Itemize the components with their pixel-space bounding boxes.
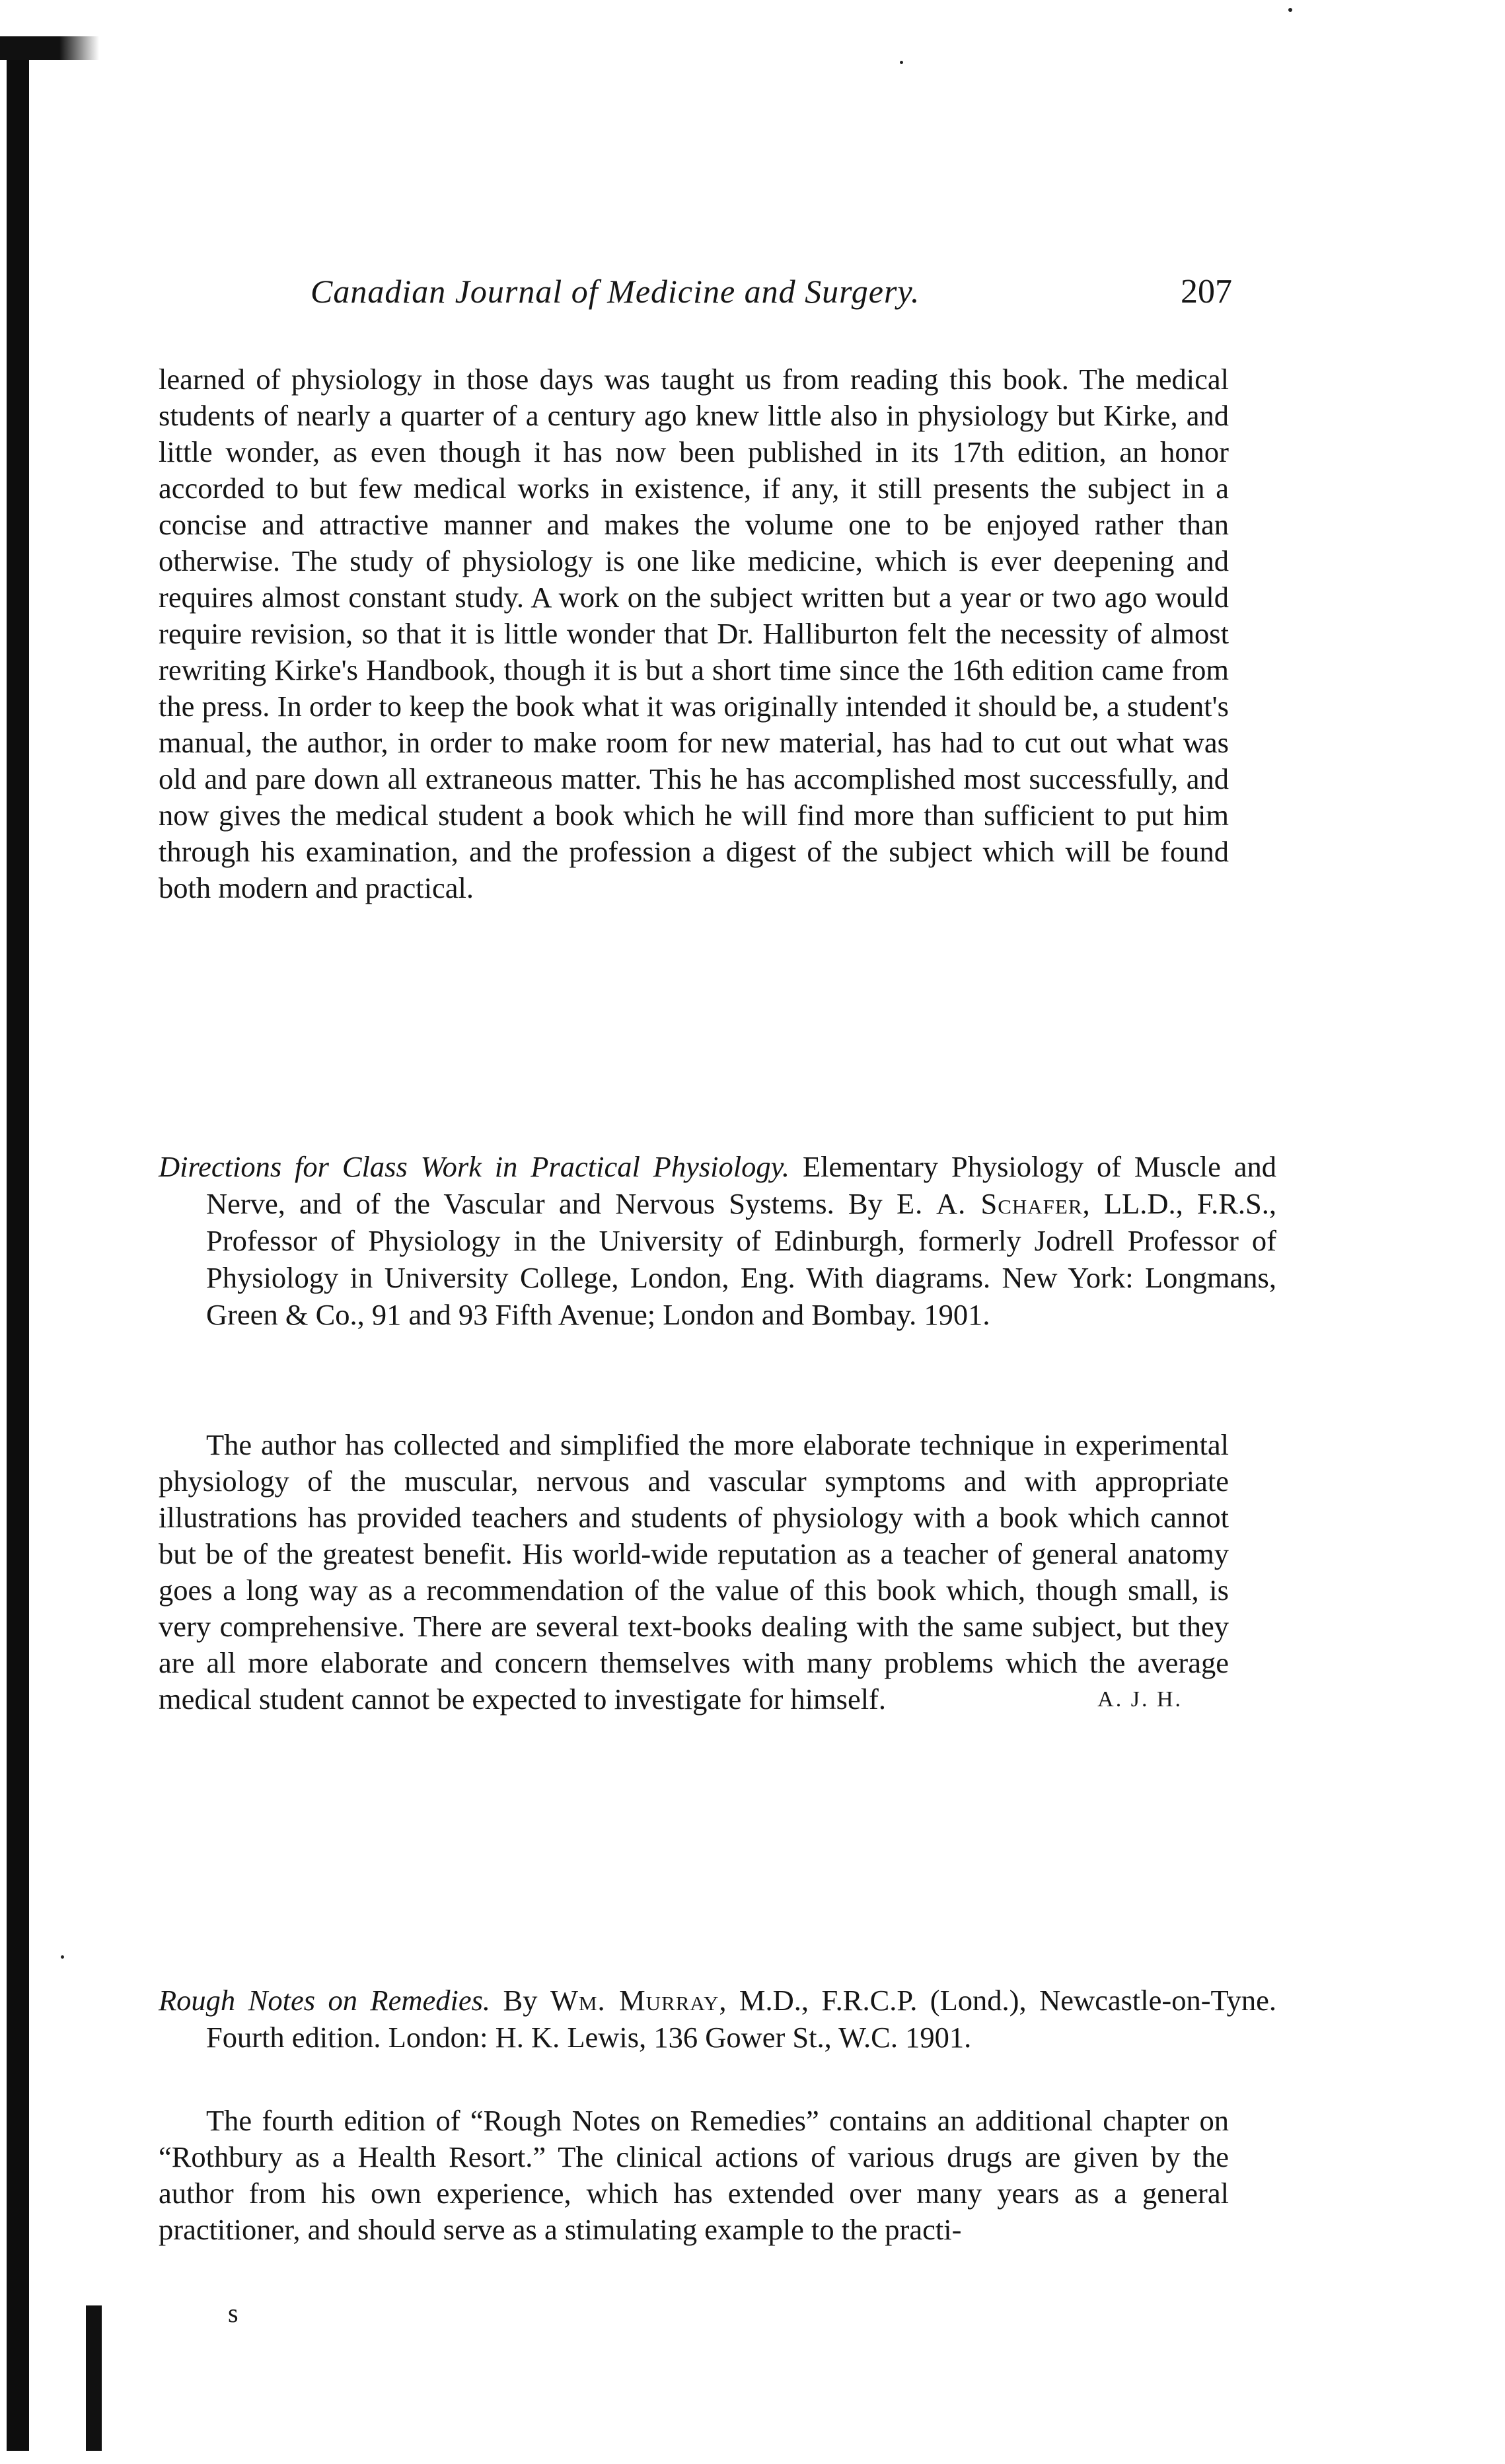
review-heading [159, 1148, 1276, 1333]
running-head [311, 272, 1232, 318]
book-details: By [503, 1984, 538, 2017]
book-details: Elementary Physiology of Muscle and Nerve, and of the Vascular and Nervous Systems. By [206, 1150, 1277, 1220]
scan-speck [1288, 8, 1292, 12]
review-paragraph [159, 1427, 1229, 1718]
book-title: Directions for Class Work in Practical Physiology. [159, 1150, 790, 1183]
scan-speck [61, 1955, 64, 1959]
review-paragraph: The fourth edition of “Rough Notes on Remedies” contains an additional chapter on “Rothbury as a Health Resort.” The clinical actions of various drugs are given by the author from his own experience, which has extended over many years as a general practitioner, and should serve as a stimulating example to the practi- [159, 2104, 1229, 2246]
binding-edge-top [0, 36, 99, 60]
page-number: 207 [1181, 273, 1232, 310]
body-paragraph: learned of physiology in those days was taught us from reading this book. The medical students of nearly a quarter of a century ago knew little also in physiology but Kirke, and little wonder, as even though it has now been published in its 17th edition, an honor accorded to but few medical works in existence, if any, it still presents the subject in a concise and attractive manner and makes the volume one to be enjoyed rather than otherwise. The study of physiology is one like medicine, which is ever deepening and requires almost constant study. A work on the subject written but a year or two ago would require revision, so that it is little wonder that Dr. Halliburton felt the necessity of almost rewriting Kirke's Handbook, though it is but a short time since the 16th edition came from the press. In order to keep the book what it was originally intended it should be, a student's manual, the author, in order to make room for new material, has had to cut out what was old and pare down all extraneous matter. This he has accomplished most successfully, and now gives the medical student a book which he will find more than sufficient to put him through his examination, and the profession a digest of the subject which will be found both modern and practical. [159, 363, 1229, 904]
review-heading [159, 1982, 1276, 2056]
book-title: Rough Notes on Remedies. [159, 1984, 491, 2017]
binding-edge [7, 46, 29, 2451]
scan-speck [900, 61, 903, 64]
signature-mark: s [228, 2298, 239, 2328]
reviewer-initials: A. J. H. [1097, 1687, 1183, 1712]
running-title: Canadian Journal of Medicine and Surgery. [311, 273, 920, 310]
binding-edge-bottom [86, 2305, 102, 2451]
review-text: The author has collected and simplified the more elaborate technique in experimental physiology of the muscular, nervous and vascular symptoms and with appropriate illustrations has provided teachers and students of physiology with a book which cannot but be of the greatest benefit. His world-wide reputation as a teacher of general anatomy goes a long way as a recommendation of the value of this book which, though small, is very comprehensive. There are several text-books dealing with the same subject, but they are all more elaborate and concern themselves with many problems which the average medical student cannot be expected to investigate for himself. [159, 1428, 1229, 1716]
book-author: Wm. Murray [550, 1984, 719, 2017]
book-details: , M.D., F.R.C.P. (Lond.), Newcastle-on-Tyne. Fourth edition. London: H. K. Lewis, 136 Gower St., W.C. 1901. [206, 1984, 1276, 2054]
book-author: E. A. Schafer [897, 1187, 1083, 1220]
book-details: , LL.D., F.R.S., Professor of Physiology in the University of Edinburgh, formerly Jodrell Professor of Physiology in University College, London, Eng. With diagrams. New York: Longmans, Green & Co., 91 and 93 Fifth Avenue; London and Bombay. 1901. [206, 1187, 1277, 1331]
